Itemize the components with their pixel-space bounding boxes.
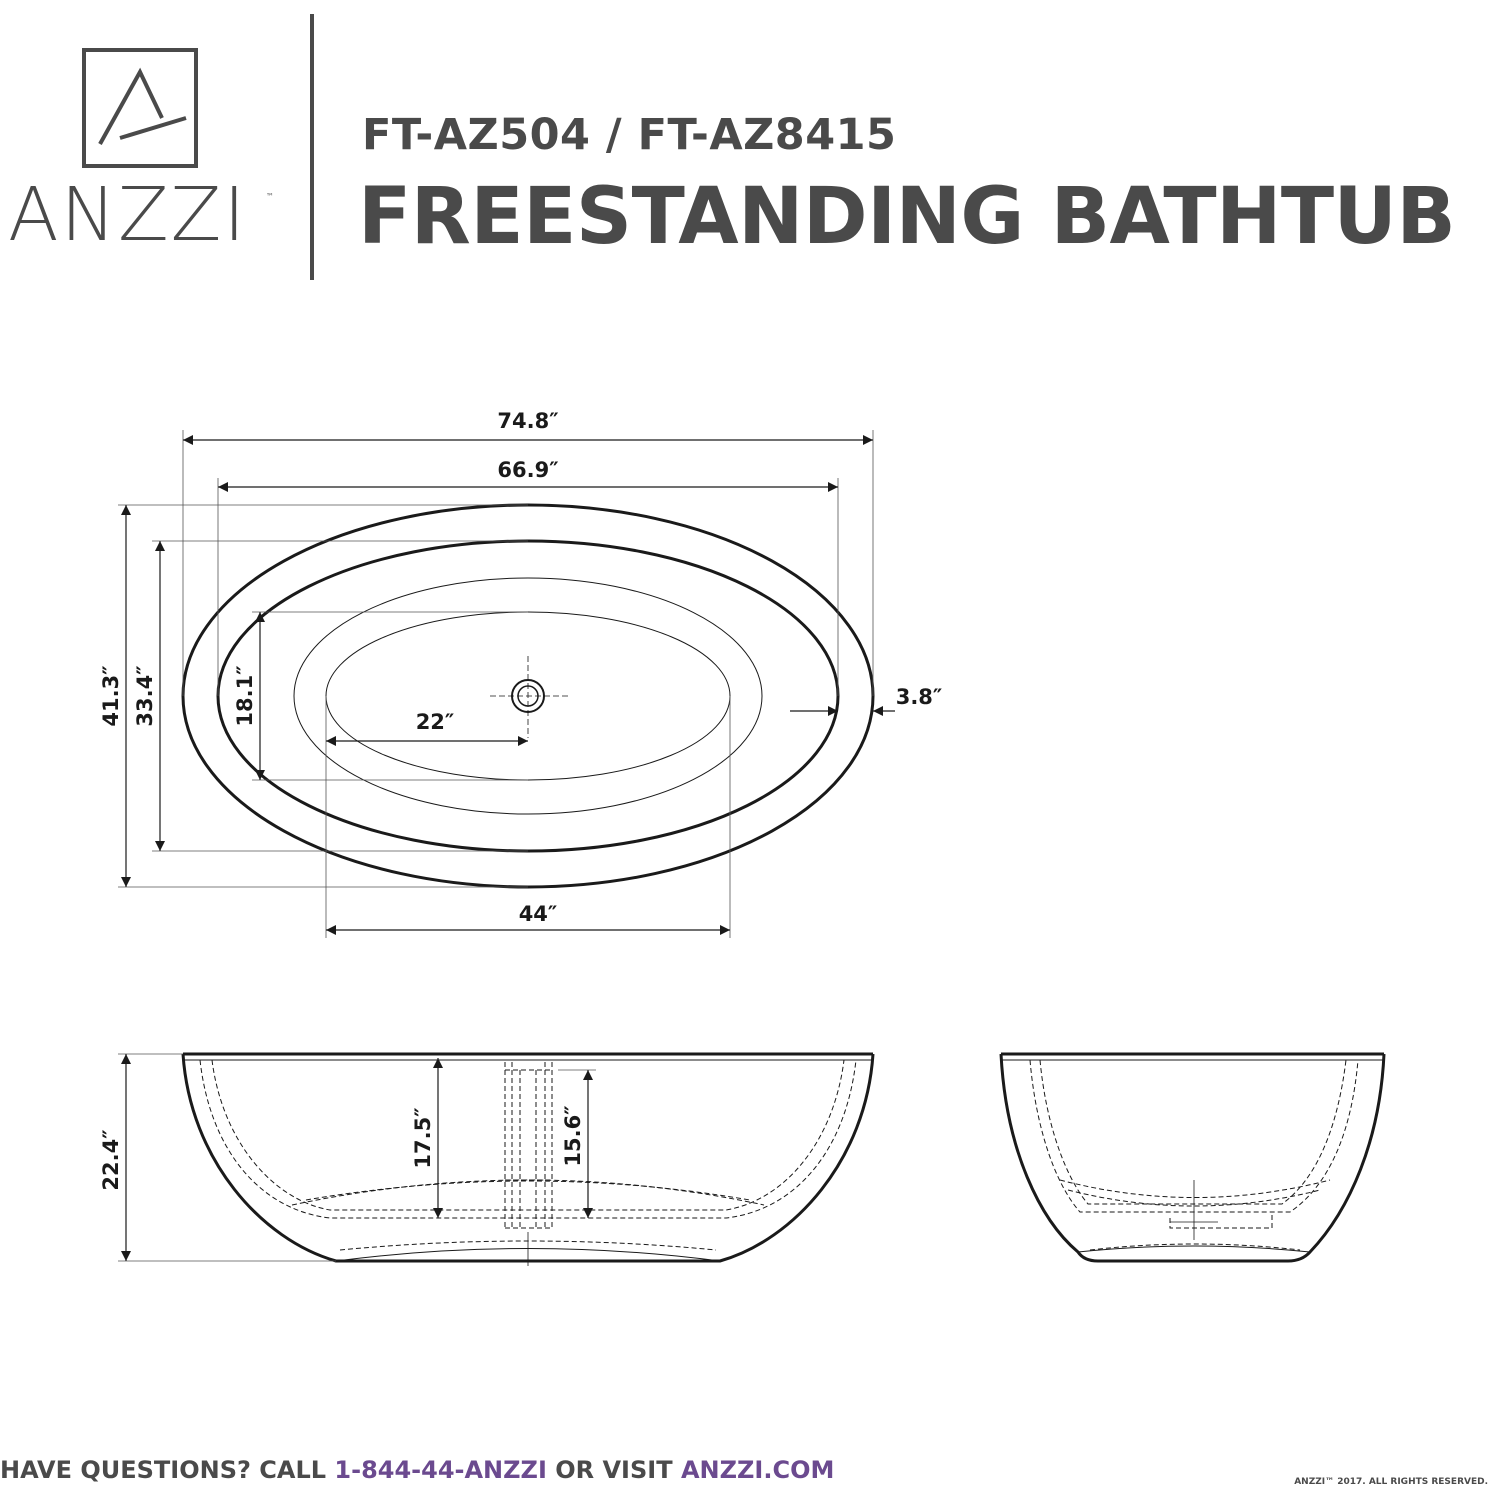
website-link[interactable]: ANZZI.COM: [680, 1456, 835, 1484]
brand-name: ANZZI: [8, 172, 248, 258]
model-number: FT-AZ504 / FT-AZ8415: [362, 110, 897, 160]
basin-length-label: 44″: [518, 902, 558, 926]
inner-width-label: 33.4″: [133, 665, 157, 727]
height-label: 22.4″: [99, 1129, 123, 1191]
footer-middle: OR VISIT: [546, 1456, 681, 1484]
footer-prefix: HAVE QUESTIONS? CALL: [0, 1456, 335, 1484]
interior-depth-label: 17.5″: [411, 1107, 435, 1169]
water-depth-label: 15.6″: [561, 1105, 585, 1167]
phone-link[interactable]: 1-844-44-ANZZI: [334, 1456, 547, 1484]
page-title: FREESTANDING BATHTUB: [358, 172, 1456, 262]
side-view: [118, 1054, 873, 1266]
footer-contact: [0, 1458, 834, 1482]
basin-width-label: 18.1″: [233, 665, 257, 727]
outer-width-label: 41.3″: [99, 665, 123, 727]
drain-offset-label: 22″: [415, 710, 455, 734]
outer-length-label: 74.8″: [497, 409, 559, 433]
trademark-mark: ™: [266, 192, 274, 201]
end-view: [1001, 1054, 1384, 1261]
rim-width-label: 3.8″: [895, 685, 943, 709]
copyright-notice: ANZZI™ 2017. ALL RIGHTS RESERVED.: [1294, 1477, 1488, 1487]
inner-length-label: 66.9″: [497, 458, 559, 482]
